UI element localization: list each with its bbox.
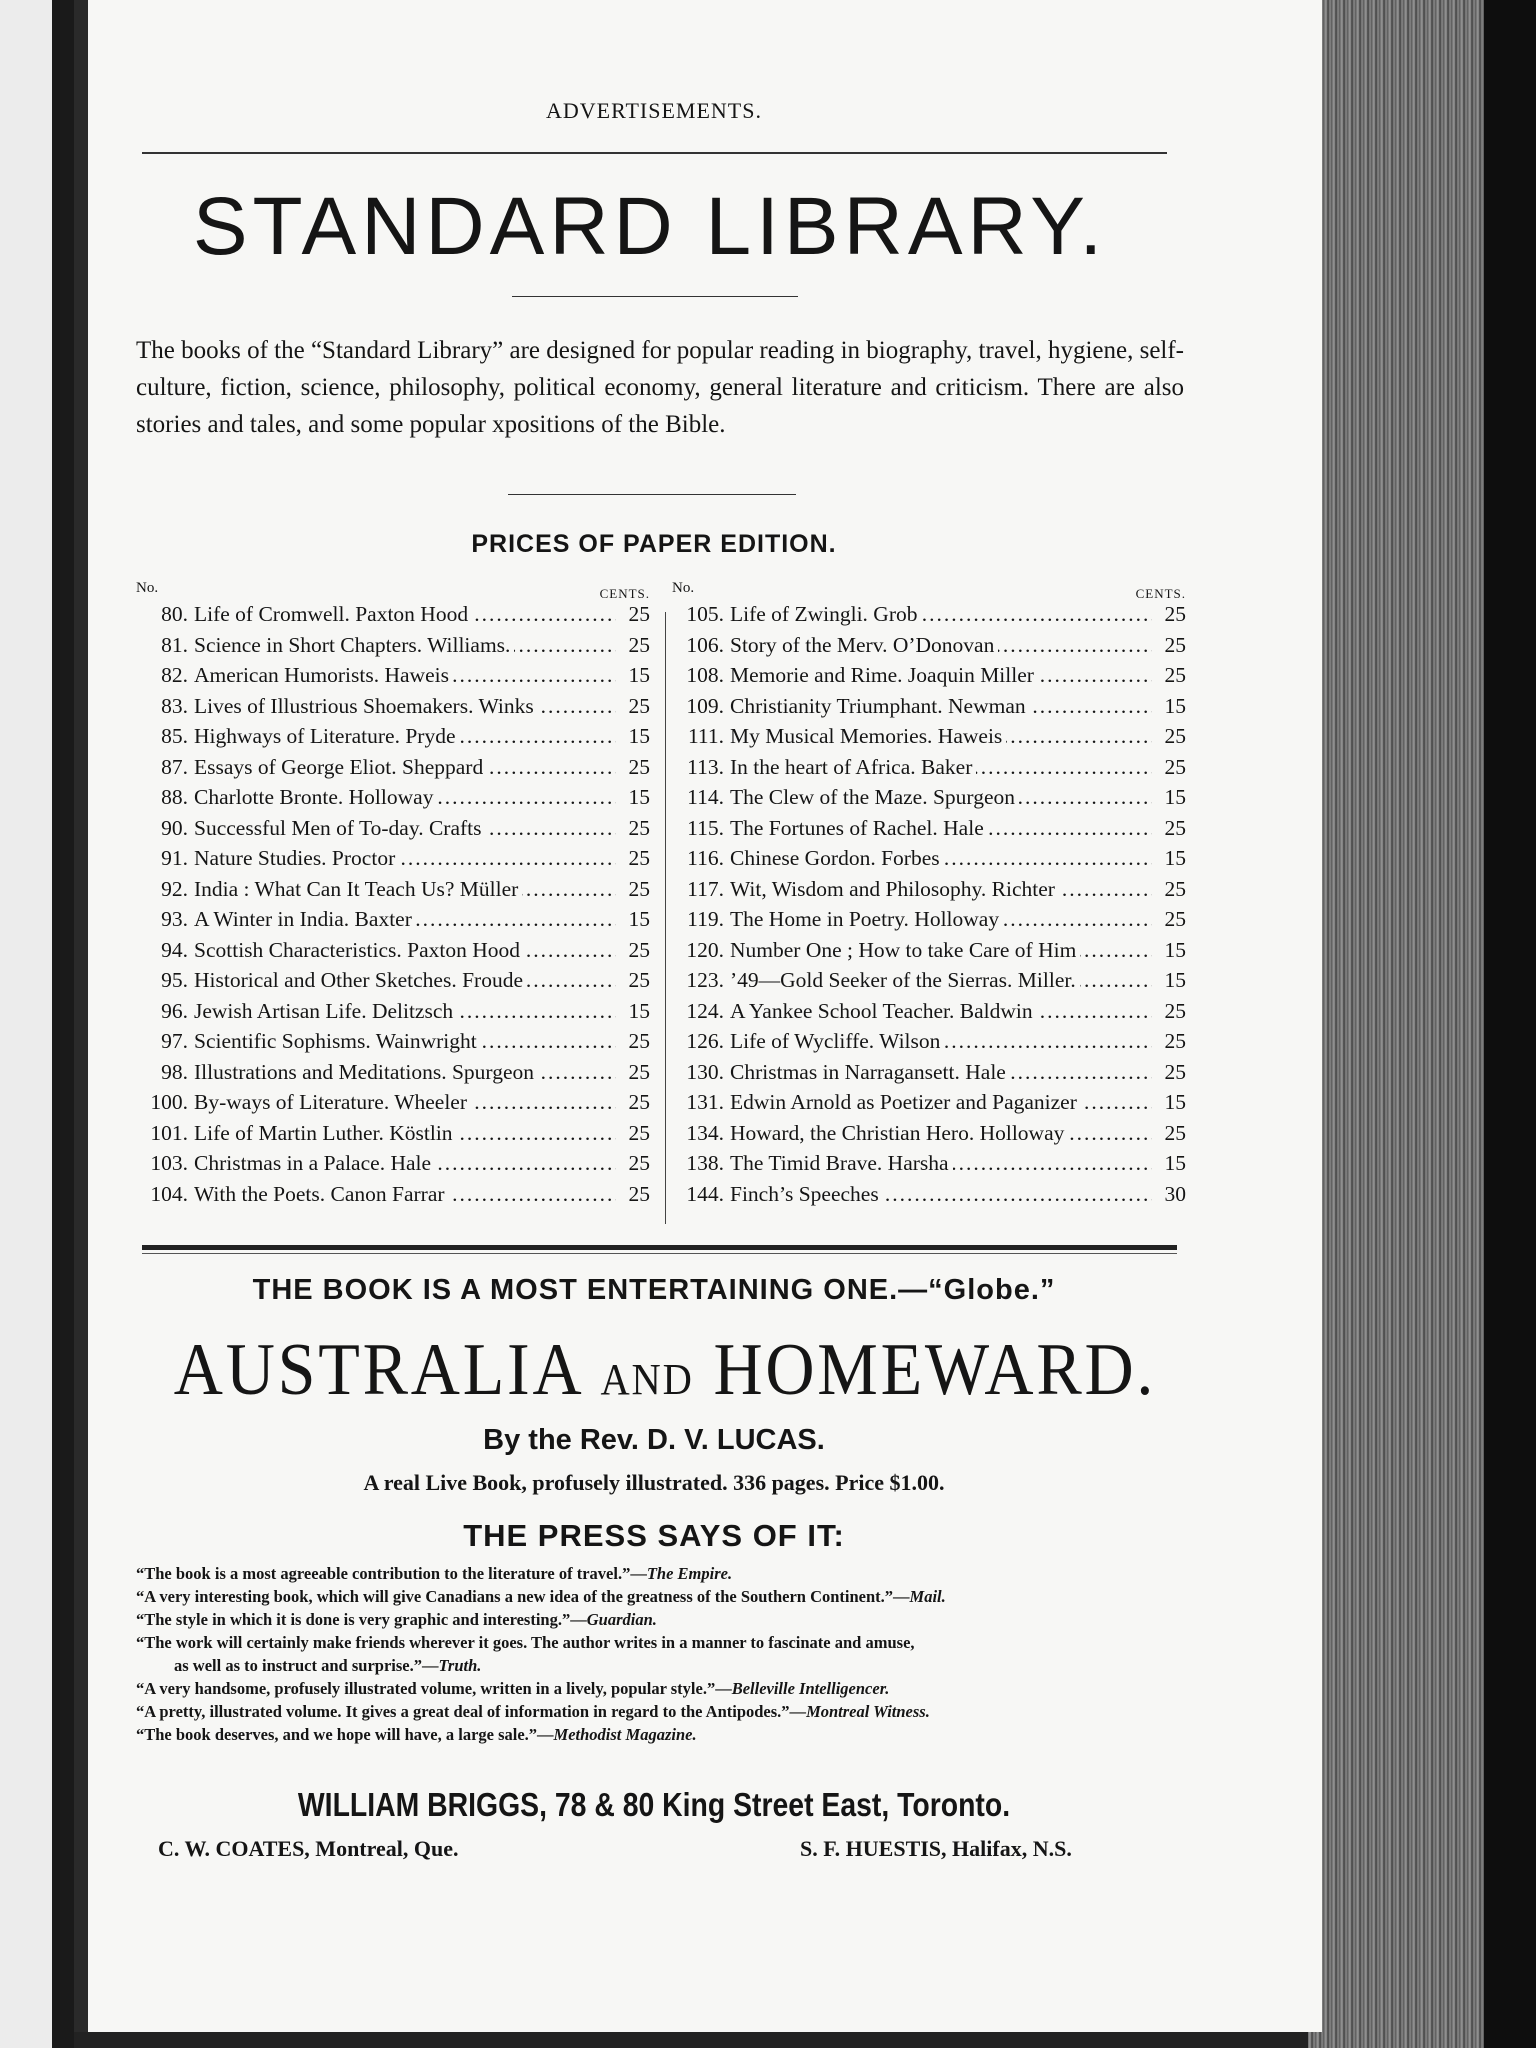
book-price: 25 [628,1181,650,1206]
book-title: Life of Wycliffe. Wilson [730,1029,944,1053]
book-price: 25 [628,1090,650,1114]
publisher-line: WILLIAM BRIGGS, 78 & 80 King Street East, Toronto. [297,1786,1011,1823]
book-title: The Clew of the Maze. Spurgeon [730,785,1019,809]
book-title-cell [730,663,1152,688]
page-header: ADVERTISEMENTS. [546,98,762,123]
bottom-edge [74,2032,1308,2048]
book-title-cell [194,755,616,780]
book-title-cell [194,785,616,810]
book-number: 117. [687,876,724,901]
book-number: 96. [161,998,188,1023]
number-label: No. [136,580,159,596]
book-number: 116. [687,846,724,870]
book-description: A real Live Book, profusely illustrated. 336 pages. Price $1.00. [363,1470,945,1495]
book-title: Wit, Wisdom and Philosophy. Richter [730,877,1059,901]
book-title: Howard, the Christian Hero. Holloway [730,1121,1068,1145]
book-title-cell [730,938,1152,963]
book-price: 25 [1164,876,1186,901]
book-price: 15 [1164,785,1186,809]
quote-text: “The book is a most agreeable contribution to the literature of travel.”— [136,1564,647,1583]
book-number: 111. [687,724,724,748]
agent-halifax: S. F. HUESTIS, Halifax, N.S. [800,1836,1072,1861]
book-number: 80. [161,602,188,626]
book-title: Memorie and Rime. Joaquin Miller [730,663,1038,687]
book-title-cell [194,1060,616,1085]
book-title-cell [730,1060,1152,1085]
book-list-left [136,580,650,1212]
press-quote [136,1723,1186,1746]
book-title: Charlotte Bronte. Holloway [194,785,437,809]
book-row [672,602,1186,633]
book-row [672,1121,1186,1152]
press-quotes [136,1562,1186,1746]
book-title: Jewish Artisan Life. Delitzsch [194,999,457,1023]
book-row [672,694,1186,725]
book-number: 92. [161,876,188,901]
quote-text: “A very interesting book, which will give Canadians a new idea of the greatness of the Southern Continent.”— [136,1587,910,1606]
quote-source: The Empire. [646,1564,733,1583]
header-rule [142,152,1167,154]
book-title: Life of Cromwell. Paxton Hood [194,602,472,626]
book-title-cell [730,1151,1152,1176]
quote-source: Montreal Witness. [806,1702,930,1721]
book-row [136,816,650,847]
book-row [136,1151,650,1182]
book-number: 85. [161,724,188,748]
book-price: 25 [628,754,650,779]
book-title-cell [730,846,1152,871]
book-row [136,999,650,1030]
book-number: 126. [686,1029,724,1053]
book-number: 106. [686,632,724,657]
book-title-cell [730,877,1152,902]
book-number: 101. [150,1120,188,1145]
book-price: 25 [628,1059,650,1084]
book-title-cell [730,724,1152,749]
number-label: No. [672,580,695,596]
book-row [672,846,1186,877]
book-title: Christmas in a Palace. Hale [194,1151,435,1175]
book-row [136,1060,650,1091]
book-number: 104. [150,1181,188,1206]
book-title-cell [730,1121,1152,1146]
book-title-cell [730,1029,1152,1054]
book-title: A Winter in India. Baxter [194,907,416,931]
book-row [136,938,650,969]
book-title: Number One ; How to take Care of Him [730,938,1080,962]
book-number: 114. [687,785,724,809]
book-row [672,907,1186,938]
book-number: 105. [686,602,724,626]
book-title-cell [194,938,616,963]
book-row [136,755,650,786]
book-title: Chinese Gordon. Forbes [730,846,944,870]
book-price: 25 [1164,663,1186,687]
book-title [164,1328,1167,1413]
book-number: 131. [686,1090,724,1114]
book-number: 120. [686,937,724,962]
book-row [136,846,650,877]
book-row [672,755,1186,786]
book-title: Nature Studies. Proctor [194,846,399,870]
book-number: 115. [687,815,724,840]
book-row [672,999,1186,1030]
book-price: 25 [628,846,650,870]
book-title-cell [194,968,616,993]
book-title-cell [194,1182,616,1207]
book-title: The Timid Brave. Harsha [730,1151,953,1175]
book-price: 25 [628,602,650,626]
book-price: 25 [1164,724,1186,748]
book-title: Successful Men of To-day. Crafts [194,816,486,840]
book-price: 25 [1164,1120,1186,1145]
book-title-cell [194,633,616,658]
quote-source: Guardian. [586,1610,657,1629]
press-quote [136,1700,1186,1723]
book-title: ’49—Gold Seeker of the Sierras. Miller. [730,968,1080,992]
book-price: 25 [628,968,650,992]
book-price: 25 [628,815,650,840]
press-heading: THE PRESS SAYS OF IT: [463,1518,845,1553]
facing-page-edge [0,0,52,2048]
book-title: Science in Short Chapters. Williams. [194,633,514,657]
book-price: 15 [628,998,650,1023]
book-number: 108. [686,663,724,687]
book-title: In the heart of Africa. Baker [730,755,976,779]
book-title-cell [194,602,616,627]
book-price: 25 [1164,907,1186,931]
book-title: India : What Can It Teach Us? Müller [194,877,522,901]
book-title-cell [194,663,616,688]
book-title: Christmas in Narragansett. Hale [730,1060,1010,1084]
agent-montreal: C. W. COATES, Montreal, Que. [158,1836,459,1861]
intro-paragraph: The books of the “Standard Library” are designed for popular reading in biography, travel, hygiene, self-culture, fiction, science, philosophy, political economy, general literature and criticism. There are also stories and tales, and some popular xpositions of the Bible. [136,337,1185,438]
book-price: 15 [1164,968,1186,992]
book-row [136,1029,650,1060]
book-title-cell [194,877,616,902]
book-title-cell [730,755,1152,780]
column-header [136,580,650,602]
book-title: Lives of Illustrious Shoemakers. Winks [194,694,538,718]
book-price: 15 [628,724,650,748]
quote-text-continued: as well as to instruct and surprise.”— [174,1656,439,1675]
press-quote [136,1585,1186,1608]
book-title: A Yankee School Teacher. Baldwin [730,999,1037,1023]
book-number: 82. [161,663,188,687]
book-row [136,724,650,755]
book-title-cell [730,633,1152,658]
book-title-cell [194,694,616,719]
book-author: By the Rev. D. V. LUCAS. [483,1424,825,1456]
book-price: 15 [1164,846,1186,870]
book-number: 144. [686,1181,724,1206]
book-price: 15 [628,785,650,809]
book-title: Christianity Triumphant. Newman [730,694,1030,718]
book-row [136,877,650,908]
cents-label: CENTS. [599,586,650,601]
book-price: 25 [628,693,650,718]
book-title: Life of Zwingli. Grob [730,602,922,626]
book-title-part: AUSTRALIA [173,1329,581,1411]
book-gutter [52,0,74,2048]
book-row [672,1151,1186,1182]
book-row [136,785,650,816]
book-price: 25 [628,632,650,657]
quote-source: Mail. [909,1587,946,1606]
book-price: 25 [628,1029,650,1053]
book-title-cell [730,968,1152,993]
book-price: 25 [628,876,650,901]
book-title-cell [194,816,616,841]
book-row [672,1182,1186,1213]
quote-text: “The book deserves, and we hope will have, a large sale.”— [136,1725,554,1744]
book-title-cell [730,602,1152,627]
book-number: 91. [161,846,188,870]
title-rule [512,296,798,297]
book-title-cell [730,816,1152,841]
book-title-cell [194,1151,616,1176]
book-row [136,1182,650,1213]
book-title: Story of the Merv. O’Donovan [730,633,998,657]
book-title-cell [194,724,616,749]
book-number: 130. [686,1059,724,1084]
book-price: 25 [1164,998,1186,1023]
book-row [136,663,650,694]
book-price: 15 [1164,937,1186,962]
book-number: 123. [686,968,724,992]
book-title: Highways of Literature. Pryde [194,724,460,748]
book-price: 25 [628,937,650,962]
book-title-and: AND [600,1355,694,1404]
book-row [136,694,650,725]
book-row [136,1090,650,1121]
book-number: 93. [161,907,188,931]
book-row [136,907,650,938]
book-number: 87. [161,754,188,779]
book-title: Historical and Other Sketches. Froude [194,968,527,992]
press-quote [136,1562,1186,1585]
book-number: 81. [161,632,188,657]
book-row [672,1029,1186,1060]
book-title-cell [194,907,616,932]
book-price: 15 [1164,1151,1186,1175]
book-price: 25 [1164,754,1186,779]
quote-text: “A pretty, illustrated volume. It gives a great deal of information in regard to the Antipodes.”— [136,1702,807,1721]
book-title: With the Poets. Canon Farrar [194,1182,449,1206]
press-quote [136,1631,1186,1677]
book-number: 109. [686,693,724,718]
quote-source: Truth. [438,1656,482,1675]
quote-source: Methodist Magazine. [553,1725,697,1744]
book-title-part: HOMEWARD. [713,1329,1157,1411]
book-title-cell [194,1029,616,1054]
book-price: 25 [628,1120,650,1145]
book-title: Edwin Arnold as Poetizer and Paganizer [730,1090,1081,1114]
book-title-cell [730,694,1152,719]
book-row [672,816,1186,847]
book-title-cell [194,999,616,1024]
book-price: 25 [1164,815,1186,840]
book-number: 95. [161,968,188,992]
book-number: 113. [687,754,724,779]
quote-text: “The style in which it is done is very graphic and interesting.”— [136,1610,587,1629]
book-price: 25 [1164,602,1186,626]
press-quote [136,1677,1186,1700]
book-row [672,724,1186,755]
section-divider-thin [142,1253,1177,1254]
book-list-right [672,580,1186,1212]
prices-heading: PRICES OF PAPER EDITION. [471,530,837,558]
book-title: My Musical Memories. Haweis [730,724,1006,748]
book-row [136,1121,650,1152]
book-title: Scientific Sophisms. Wainwright [194,1029,481,1053]
book-row [136,602,650,633]
book-title: Essays of George Eliot. Sheppard [194,755,487,779]
book-number: 138. [686,1151,724,1175]
quote-text: “A very handsome, profusely illustrated volume, written in a lively, popular style.”— [136,1679,732,1698]
quote-text: “The work will certainly make friends wherever it goes. The author writes in a manner to fascinate and amuse, [136,1633,915,1652]
book-number: 134. [686,1120,724,1145]
book-title-cell [730,1182,1152,1207]
book-title-cell [730,907,1152,932]
book-row [672,938,1186,969]
book-number: 83. [161,693,188,718]
book-title: By-ways of Literature. Wheeler [194,1090,471,1114]
book-tagline: THE BOOK IS A MOST ENTERTAINING ONE.—“Globe.” [252,1274,1056,1306]
book-title: Scottish Characteristics. Paxton Hood [194,938,524,962]
cents-label: CENTS. [1135,586,1186,601]
book-price: 25 [1164,1029,1186,1053]
section-divider [142,1245,1177,1250]
intro-rule [508,494,796,495]
book-price: 25 [628,1151,650,1175]
book-title: The Home in Poetry. Holloway [730,907,1003,931]
book-row [672,1060,1186,1091]
book-title: American Humorists. Haweis [194,663,453,687]
book-title-cell [194,846,616,871]
book-title-cell [194,1121,616,1146]
column-divider [665,612,666,1224]
book-title: Illustrations and Meditations. Spurgeon [194,1060,538,1084]
book-number: 94. [161,937,188,962]
book-title: The Fortunes of Rachel. Hale [730,816,988,840]
book-title-cell [730,785,1152,810]
column-header [672,580,1186,602]
press-quote [136,1608,1186,1631]
book-price: 15 [628,663,650,687]
book-price: 15 [628,907,650,931]
book-title-cell [730,999,1152,1024]
book-number: 124. [686,998,724,1023]
book-number: 119. [687,907,724,931]
book-row [136,968,650,999]
book-number: 97. [161,1029,188,1053]
book-row [672,1090,1186,1121]
book-number: 100. [150,1090,188,1114]
book-row [136,633,650,664]
book-price: 15 [1164,1090,1186,1114]
book-row [672,968,1186,999]
book-number: 90. [161,815,188,840]
book-price: 25 [1164,632,1186,657]
book-title-cell [194,1090,616,1115]
book-number: 103. [150,1151,188,1175]
book-row [672,633,1186,664]
book-title: Finch’s Speeches [730,1182,883,1206]
book-row [672,877,1186,908]
book-price: 25 [1164,1059,1186,1084]
book-price: 30 [1164,1181,1186,1206]
book-row [672,663,1186,694]
book-number: 88. [161,785,188,809]
book-row [672,785,1186,816]
quote-source: Belleville Intelligencer. [731,1679,890,1698]
book-number: 98. [161,1059,188,1084]
book-price: 15 [1164,693,1186,718]
scan-background [1484,0,1536,2048]
book-title: Life of Martin Luther. Köstlin [194,1121,457,1145]
library-title: STANDARD LIBRARY. [192,181,1108,272]
book-title-cell [730,1090,1152,1115]
